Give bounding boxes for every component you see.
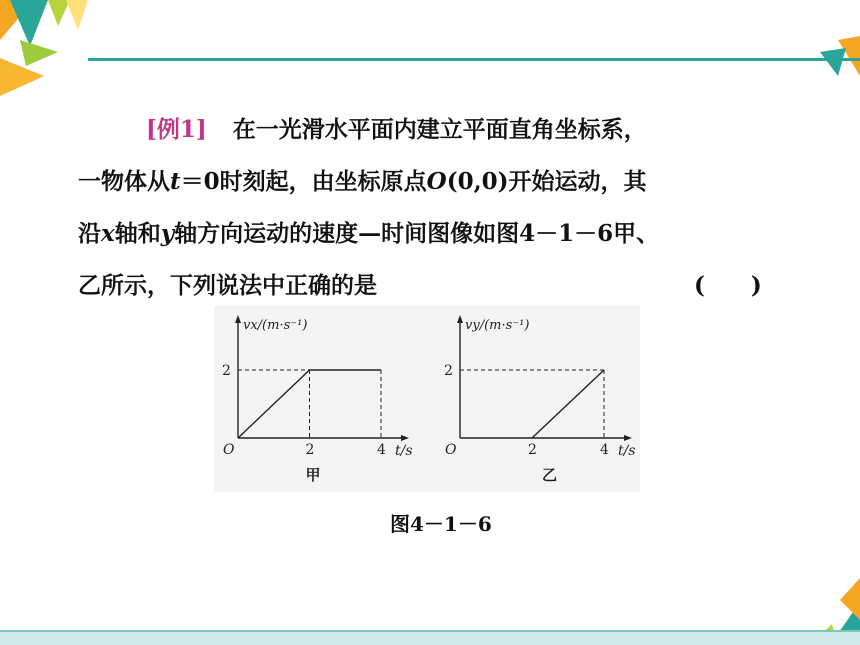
origin-label: O bbox=[445, 442, 457, 458]
x-tick-label: 4 bbox=[377, 442, 386, 458]
x-tick-label: 2 bbox=[528, 442, 537, 458]
problem-text-segment: 轴和 bbox=[114, 220, 161, 247]
decor-triangle bbox=[48, 0, 70, 26]
figure-panel bbox=[214, 306, 640, 492]
variable-t: t bbox=[170, 168, 181, 195]
x-axis-arrow bbox=[401, 435, 409, 441]
decor-triangle bbox=[20, 40, 58, 66]
y-tick-label: 2 bbox=[444, 363, 453, 379]
panel-label: 乙 bbox=[542, 466, 558, 484]
y-axis-label: vy/(m·s⁻¹) bbox=[465, 318, 530, 333]
velocity-time-graphs bbox=[214, 306, 640, 492]
y-tick-label: 2 bbox=[222, 363, 231, 379]
problem-line-2 bbox=[78, 156, 778, 208]
variable-o: O bbox=[426, 168, 447, 195]
problem-text-segment: 在一光滑水平面内建立平面直角坐标系， bbox=[232, 116, 647, 143]
footer-bar bbox=[0, 632, 860, 645]
problem-text-segment: ＝0时刻起，由坐标原点 bbox=[180, 168, 427, 195]
problem-text-segment: 沿 bbox=[78, 220, 101, 247]
problem-line-4 bbox=[78, 260, 778, 312]
x-tick-label: 4 bbox=[600, 442, 609, 458]
header-rule bbox=[88, 58, 860, 61]
decor-triangle bbox=[820, 48, 846, 76]
x-axis-label: t/s bbox=[395, 443, 413, 459]
variable-y: y bbox=[160, 220, 175, 247]
decor-triangle bbox=[840, 578, 860, 620]
y-axis-arrow bbox=[457, 315, 463, 323]
problem-text-segment: 一物体从 bbox=[78, 168, 170, 195]
problem-text-segment: (0,0)开始运动，其 bbox=[446, 168, 647, 195]
origin-label: O bbox=[223, 442, 235, 458]
problem-text-segment: 乙所示，下列说法中正确的是 bbox=[78, 272, 377, 299]
variable-x: x bbox=[101, 220, 115, 247]
figure-caption: 图4－1－6 bbox=[390, 512, 492, 536]
velocity-series-line bbox=[532, 370, 604, 438]
problem-line-1 bbox=[78, 104, 778, 156]
x-axis-label: t/s bbox=[618, 443, 636, 459]
problem-text-segment: 轴方向运动的速度—时间图像如图4－1－6甲、 bbox=[174, 220, 660, 247]
example-tag: [例1] bbox=[146, 116, 207, 143]
answer-parentheses: ( ) bbox=[694, 272, 762, 299]
x-tick-label: 2 bbox=[305, 442, 315, 458]
y-axis-label: vx/(m·s⁻¹) bbox=[243, 318, 308, 333]
problem-text bbox=[78, 104, 778, 312]
panel-label: 甲 bbox=[305, 466, 321, 484]
y-axis-arrow bbox=[235, 315, 241, 323]
x-axis-arrow bbox=[624, 435, 632, 441]
decor-triangle bbox=[10, 0, 48, 46]
problem-line-3 bbox=[78, 208, 778, 260]
decor-triangle bbox=[0, 58, 44, 96]
decor-triangle bbox=[66, 0, 88, 30]
